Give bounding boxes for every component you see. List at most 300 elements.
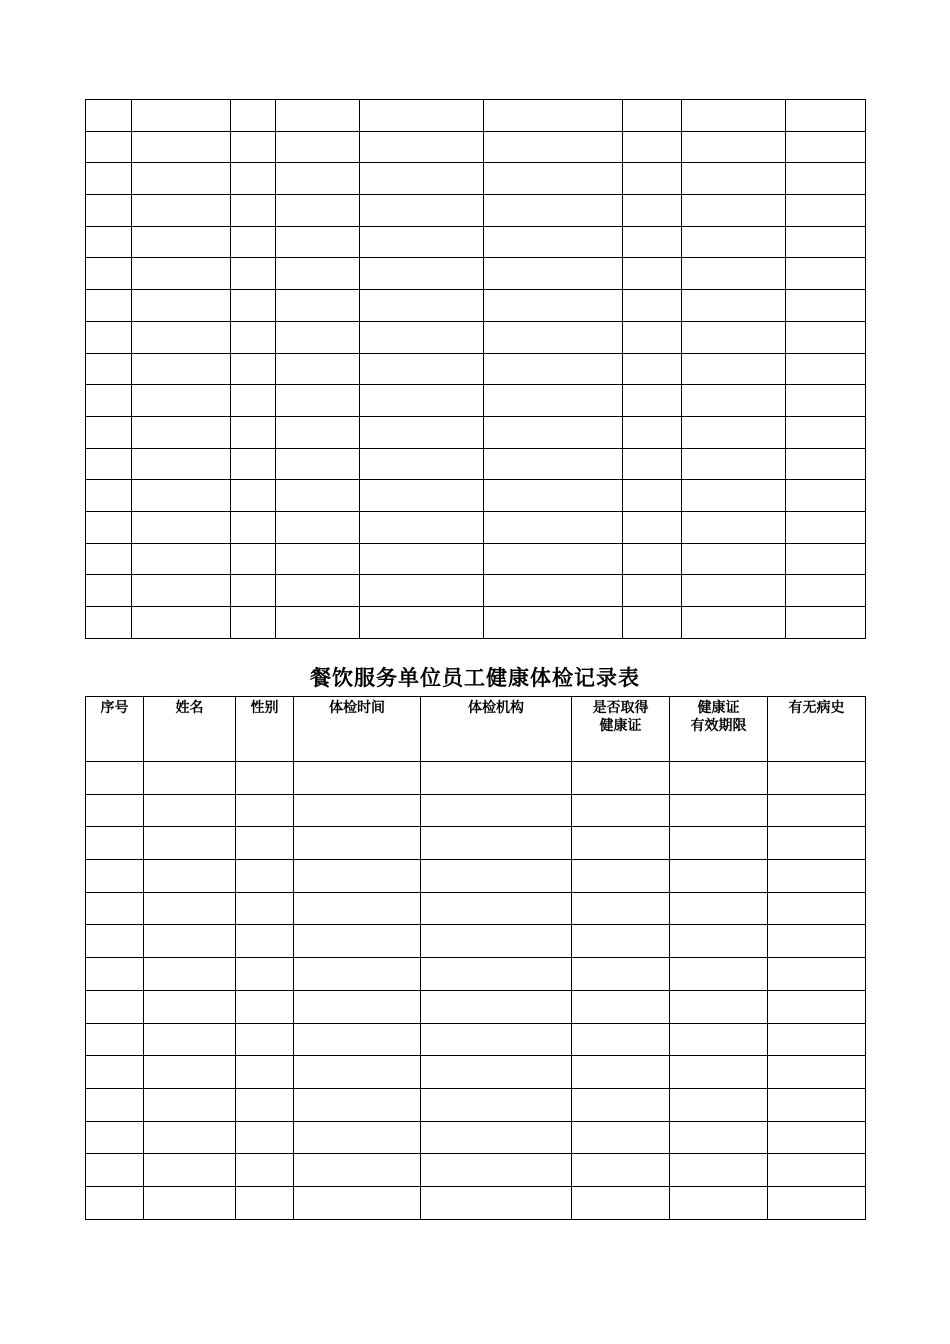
header-name: 姓名 [144,697,236,762]
table-cell [231,448,276,480]
table-cell [572,892,670,925]
header-gender: 性别 [236,697,294,762]
table-cell [786,416,866,448]
table-cell [484,163,623,195]
table-cell [132,258,231,290]
table-cell [132,416,231,448]
table-cell [768,892,866,925]
table-cell [276,226,360,258]
table-cell [276,385,360,417]
table-row [86,226,866,258]
table-row [86,258,866,290]
table-cell [294,990,421,1023]
table-cell [421,1023,572,1056]
table-row [86,321,866,353]
table-cell [786,195,866,227]
table-cell [360,100,484,132]
table-cell [86,480,132,512]
table-cell [86,290,132,322]
table-cell [786,290,866,322]
table-cell [360,416,484,448]
table-cell [484,511,623,543]
table-cell [294,1121,421,1154]
table-cell [670,1023,768,1056]
table-row [86,860,866,893]
table-cell [236,925,294,958]
table-cell [236,958,294,991]
table-cell [360,290,484,322]
table-cell [132,480,231,512]
table-cell [421,1186,572,1219]
table-cell [682,448,786,480]
table-cell [670,1056,768,1089]
table-row [86,762,866,795]
table-row [86,794,866,827]
table-cell [682,195,786,227]
table-cell [144,1023,236,1056]
table-cell [768,794,866,827]
table-cell [623,226,682,258]
table-row [86,575,866,607]
table-cell [670,1186,768,1219]
table-cell [682,163,786,195]
table-cell [231,290,276,322]
table-cell [623,511,682,543]
table-cell [86,762,144,795]
table-cell [623,448,682,480]
table-cell [360,607,484,639]
table-cell [786,100,866,132]
table-cell [572,1121,670,1154]
table-cell [86,925,144,958]
table-cell [682,511,786,543]
table-cell [132,448,231,480]
table-row [86,990,866,1023]
header-checkup-time: 体检时间 [294,697,421,762]
table-cell [236,762,294,795]
table-row [86,543,866,575]
table-row [86,448,866,480]
table-cell [231,543,276,575]
table-cell [132,163,231,195]
table-cell [768,958,866,991]
table-cell [786,448,866,480]
table-cell [86,794,144,827]
table-cell [276,131,360,163]
table-cell [231,226,276,258]
table-cell [360,575,484,607]
table-cell [682,131,786,163]
table-cell [86,416,132,448]
table-cell [768,1154,866,1187]
table-cell [294,1186,421,1219]
table-cell [132,543,231,575]
table-row [86,416,866,448]
table-cell [682,226,786,258]
table-cell [623,480,682,512]
table-cell [572,794,670,827]
table-cell [231,385,276,417]
table-row [86,1121,866,1154]
table-cell [86,607,132,639]
table-cell [421,1088,572,1121]
table-cell [484,226,623,258]
table-cell [484,100,623,132]
table-cell [294,1023,421,1056]
table-cell [768,1056,866,1089]
table-cell [236,1154,294,1187]
table-cell [144,892,236,925]
table-cell [360,543,484,575]
table-cell [86,990,144,1023]
table-cell [132,511,231,543]
table-cell [421,827,572,860]
table-cell [86,195,132,227]
table-cell [132,131,231,163]
table-cell [132,226,231,258]
table-cell [86,448,132,480]
table-cell [786,258,866,290]
table-cell [623,195,682,227]
table-cell [768,1088,866,1121]
table-row [86,1088,866,1121]
continued-record-table [85,99,866,639]
table-cell [236,1186,294,1219]
table-cell [236,1056,294,1089]
table-cell [86,1088,144,1121]
table-cell [670,827,768,860]
table-cell [231,575,276,607]
table-cell [572,860,670,893]
table-cell [276,543,360,575]
continued-record-table-body [86,100,866,639]
table-cell [786,575,866,607]
table-cell [623,258,682,290]
table-cell [786,321,866,353]
table-cell [768,827,866,860]
table-cell [623,100,682,132]
table-cell [360,195,484,227]
table-cell [623,131,682,163]
table-cell [132,385,231,417]
table-cell [768,762,866,795]
table-cell [132,290,231,322]
table-cell [484,258,623,290]
table-cell [144,958,236,991]
health-checkup-record-table-body [86,762,866,1220]
table-cell [670,860,768,893]
table-cell [294,860,421,893]
table-row [86,100,866,132]
table-cell [421,1154,572,1187]
table-row [86,511,866,543]
table-cell [421,794,572,827]
header-certificate-validity: 健康证 有效期限 [670,697,768,762]
table-row [86,1056,866,1089]
table-cell [294,892,421,925]
table-cell [623,290,682,322]
table-cell [294,925,421,958]
table-cell [231,163,276,195]
table-cell [86,827,144,860]
table-cell [86,163,132,195]
table-cell [682,290,786,322]
table-cell [623,353,682,385]
table-cell [294,958,421,991]
table-cell [236,794,294,827]
table-cell [236,1088,294,1121]
table-row [86,827,866,860]
table-cell [86,860,144,893]
table-cell [360,258,484,290]
table-cell [786,511,866,543]
table-cell [86,958,144,991]
table-cell [484,448,623,480]
table-cell [132,195,231,227]
table-row [86,958,866,991]
table-cell [231,353,276,385]
table-cell [132,353,231,385]
table-cell [786,385,866,417]
table-cell [670,762,768,795]
table-cell [484,131,623,163]
table-cell [768,990,866,1023]
table-cell [786,480,866,512]
table-cell [231,131,276,163]
table-cell [484,575,623,607]
table-cell [572,958,670,991]
table-cell [484,195,623,227]
table-cell [86,226,132,258]
table-cell [682,575,786,607]
table-cell [132,575,231,607]
table-cell [670,990,768,1023]
table-cell [682,258,786,290]
table-cell [236,892,294,925]
table-cell [623,321,682,353]
table-cell [86,1154,144,1187]
table-cell [231,100,276,132]
table-cell [132,607,231,639]
table-cell [786,543,866,575]
table-cell [682,480,786,512]
table-cell [768,1023,866,1056]
table-cell [276,448,360,480]
table-cell [276,258,360,290]
table-cell [484,290,623,322]
table-cell [132,321,231,353]
table-cell [86,511,132,543]
table-cell [276,353,360,385]
table-cell [670,1154,768,1187]
table-cell [360,480,484,512]
table-row [86,1186,866,1219]
table-cell [144,860,236,893]
table-cell [144,1088,236,1121]
table-cell [144,1121,236,1154]
table-cell [421,958,572,991]
table-row [86,892,866,925]
table-cell [360,511,484,543]
table-cell [231,195,276,227]
table-cell [86,321,132,353]
table-row [86,1023,866,1056]
table-cell [360,353,484,385]
table-cell [276,321,360,353]
table-cell [768,860,866,893]
table-cell [294,1154,421,1187]
table-cell [236,860,294,893]
table-cell [360,226,484,258]
table-cell [276,416,360,448]
table-cell [294,1088,421,1121]
table-cell [144,762,236,795]
header-has-health-certificate: 是否取得 健康证 [572,697,670,762]
table-cell [682,385,786,417]
table-cell [294,827,421,860]
table-cell [484,480,623,512]
table-cell [484,607,623,639]
table-cell [623,543,682,575]
table-cell [572,827,670,860]
table-cell [276,575,360,607]
table-cell [294,794,421,827]
table-cell [786,353,866,385]
header-seq-no: 序号 [86,697,144,762]
table-cell [670,1121,768,1154]
table-cell [786,131,866,163]
table-cell [572,1023,670,1056]
table-cell [231,480,276,512]
table-cell [682,353,786,385]
table-cell [786,607,866,639]
table-cell [86,131,132,163]
table-cell [276,100,360,132]
table-row [86,925,866,958]
table-header-row [86,697,866,762]
table-cell [144,990,236,1023]
table-cell [786,163,866,195]
table-row [86,353,866,385]
table-cell [276,511,360,543]
header-checkup-institution: 体检机构 [421,697,572,762]
table-cell [86,1121,144,1154]
table-cell [572,1186,670,1219]
table-cell [670,794,768,827]
document-title: 餐饮服务单位员工健康体检记录表 [310,665,640,690]
table-cell [682,543,786,575]
table-cell [572,1088,670,1121]
table-cell [572,990,670,1023]
table-cell [421,892,572,925]
table-cell [572,1056,670,1089]
table-cell [360,163,484,195]
table-cell [421,762,572,795]
table-cell [231,321,276,353]
table-cell [670,1088,768,1121]
table-cell [623,385,682,417]
table-cell [276,195,360,227]
table-row [86,1154,866,1187]
table-cell [86,258,132,290]
table-cell [276,290,360,322]
table-cell [670,925,768,958]
table-cell [276,480,360,512]
table-cell [768,1186,866,1219]
table-cell [231,258,276,290]
table-row [86,195,866,227]
table-cell [484,353,623,385]
table-cell [86,1056,144,1089]
table-cell [86,892,144,925]
table-cell [236,1121,294,1154]
table-cell [572,762,670,795]
table-cell [231,416,276,448]
table-cell [768,1121,866,1154]
health-checkup-record-table [85,696,866,1220]
table-cell [682,321,786,353]
table-cell [144,925,236,958]
table-cell [421,860,572,893]
table-cell [231,607,276,639]
table-cell [144,1154,236,1187]
table-cell [421,1056,572,1089]
table-cell [786,226,866,258]
table-cell [144,827,236,860]
table-cell [231,511,276,543]
table-cell [360,385,484,417]
table-cell [144,794,236,827]
table-cell [421,925,572,958]
table-cell [86,385,132,417]
table-cell [294,762,421,795]
table-row [86,290,866,322]
table-cell [572,925,670,958]
table-cell [236,990,294,1023]
header-medical-history: 有无病史 [768,697,866,762]
table-cell [484,321,623,353]
table-cell [484,416,623,448]
table-row [86,131,866,163]
table-row [86,607,866,639]
table-row [86,385,866,417]
table-cell [484,385,623,417]
table-cell [276,607,360,639]
table-cell [86,353,132,385]
table-cell [86,575,132,607]
table-cell [276,163,360,195]
table-cell [572,1154,670,1187]
table-cell [360,321,484,353]
table-cell [236,1023,294,1056]
table-cell [768,925,866,958]
table-cell [360,131,484,163]
table-cell [144,1186,236,1219]
table-cell [682,100,786,132]
table-cell [132,100,231,132]
table-cell [86,100,132,132]
table-cell [670,892,768,925]
table-cell [682,607,786,639]
table-cell [86,1186,144,1219]
table-cell [144,1056,236,1089]
table-cell [236,827,294,860]
table-cell [86,1023,144,1056]
table-cell [623,607,682,639]
table-cell [484,543,623,575]
table-cell [623,575,682,607]
table-cell [421,990,572,1023]
